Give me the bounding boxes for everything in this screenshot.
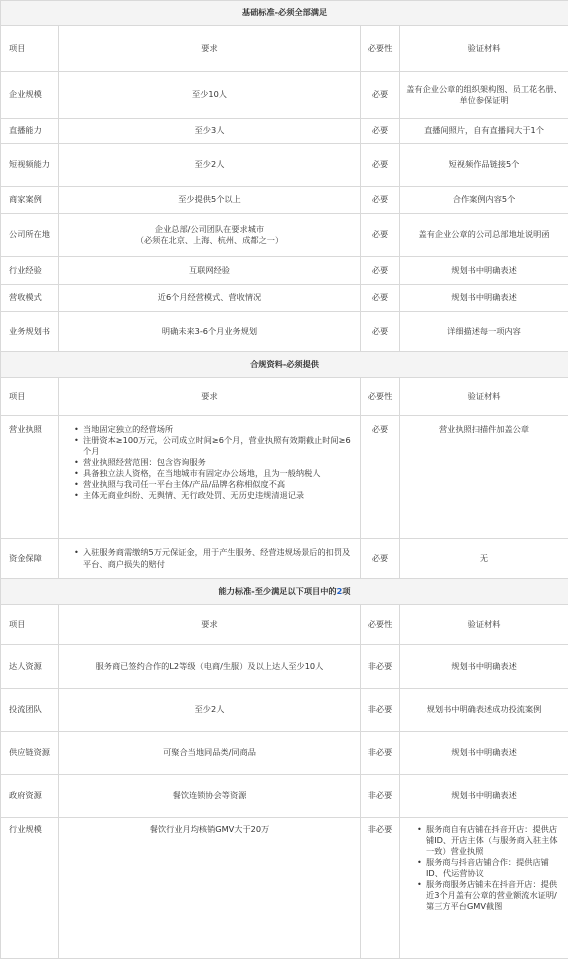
- row-item: 行业规模: [1, 818, 59, 959]
- row-material: 详细描述每一项内容: [400, 312, 568, 352]
- section-title-pre: 能力标准-至少满足以下项目中的: [218, 585, 337, 596]
- row-item: 资金保障: [1, 539, 59, 579]
- table-row: [1, 539, 568, 579]
- row-requirement: 至少3人: [59, 119, 361, 144]
- row-material: 规划书中明确表述: [400, 285, 568, 312]
- row-requirement: 餐饮连锁协会等资源: [59, 775, 361, 818]
- table-row: [1, 689, 568, 732]
- row-necessity: 必要: [361, 72, 400, 119]
- table-row: [1, 285, 568, 312]
- row-material: 盖有企业公章的公司总部地址说明函: [400, 214, 568, 257]
- row-necessity: 非必要: [361, 645, 400, 689]
- header-material: 验证材料: [400, 26, 568, 72]
- row-requirement: 服务商已签约合作的L2等级（电商/生服）及以上达人至少10人: [59, 645, 361, 689]
- row-material-list: [400, 818, 568, 959]
- row-material: 营业执照扫描件加盖公章: [400, 416, 568, 539]
- list-item: • 营业执照与我司任一平台主体/产品/品牌名称相似度不高: [83, 479, 356, 490]
- header-requirement: 要求: [59, 26, 361, 72]
- row-necessity: 非必要: [361, 689, 400, 732]
- row-necessity: 必要: [361, 214, 400, 257]
- row-material: 规划书中明确表述: [400, 775, 568, 818]
- row-item: 公司所在地: [1, 214, 59, 257]
- row-requirement: 互联网经验: [59, 257, 361, 285]
- section-title-basic: 基础标准-必须全部满足: [1, 1, 568, 26]
- row-item: 达人资源: [1, 645, 59, 689]
- row-material: 规划书中明确表述: [400, 257, 568, 285]
- row-item: 直播能力: [1, 119, 59, 144]
- list-item: • 主体无商业纠纷、无舆情、无行政处罚、无历史违规清退记录: [83, 490, 356, 501]
- row-requirement: 至少2人: [59, 144, 361, 187]
- header-item: 项目: [1, 605, 59, 645]
- row-item: 政府资源: [1, 775, 59, 818]
- row-necessity: 必要: [361, 144, 400, 187]
- section-title-capability: [1, 579, 568, 605]
- row-requirement-list: [59, 539, 361, 579]
- table-row: [1, 312, 568, 352]
- section-title-post: 项: [342, 585, 351, 596]
- row-requirement: 餐饮行业月均核销GMV大于20万: [59, 818, 361, 959]
- row-item: 短视频能力: [1, 144, 59, 187]
- row-material: 直播间照片，自有直播间大于1个: [400, 119, 568, 144]
- section-title-compliance: 合规资料-必须提供: [1, 352, 568, 378]
- row-requirement: 明确未来3-6个月业务规划: [59, 312, 361, 352]
- row-material: 规划书中明确表述成功投流案例: [400, 689, 568, 732]
- row-requirement-list: [59, 416, 361, 539]
- row-requirement: 至少2人: [59, 689, 361, 732]
- row-item: 营收模式: [1, 285, 59, 312]
- row-requirement: 近6个月经营模式、营收情况: [59, 285, 361, 312]
- header-necessity: 必要性: [361, 26, 400, 72]
- list-item: • 入驻服务商需缴纳5万元保证金，用于产生服务、经营违规场景后的扣罚及平台、商户损失的赔付: [83, 547, 356, 569]
- list-item: • 服务商与抖音店铺合作：提供店铺ID、代运营协议: [426, 857, 564, 879]
- header-necessity: 必要性: [361, 378, 400, 416]
- table-row: [1, 119, 568, 144]
- row-item: 企业规模: [1, 72, 59, 119]
- table-row: [1, 144, 568, 187]
- table-row: [1, 187, 568, 214]
- list-item: • 具备独立法人资格，在当地城市有固定办公场地，且为一般纳税人: [83, 468, 356, 479]
- row-necessity: 必要: [361, 257, 400, 285]
- header-necessity: 必要性: [361, 605, 400, 645]
- row-material: 无: [400, 539, 568, 579]
- table-header-row: [1, 26, 568, 72]
- row-necessity: 必要: [361, 285, 400, 312]
- row-requirement: 企业总部/公司团队在要求城市 （必须在北京、上海、杭州、成都之一）: [59, 214, 361, 257]
- row-necessity: 必要: [361, 312, 400, 352]
- list-item: • 当地固定独立的经营场所: [83, 424, 356, 435]
- row-necessity: 非必要: [361, 775, 400, 818]
- table-row: [1, 818, 568, 959]
- table-row: [1, 214, 568, 257]
- list-item: • 注册资本≥100万元，公司成立时间≥6个月，营业执照有效期截止时间≥6个月: [83, 435, 356, 457]
- table-row: [1, 775, 568, 818]
- row-item: 营业执照: [1, 416, 59, 539]
- row-requirement: 可聚合当地同品类/同商品: [59, 732, 361, 775]
- row-material: 合作案例内容5个: [400, 187, 568, 214]
- header-requirement: 要求: [59, 605, 361, 645]
- header-item: 项目: [1, 26, 59, 72]
- table-header-row: [1, 378, 568, 416]
- row-necessity: 必要: [361, 539, 400, 579]
- table-header-row: [1, 605, 568, 645]
- list-item: • 营业执照经营范围：包含咨询服务: [83, 457, 356, 468]
- table-row: [1, 257, 568, 285]
- row-material: 规划书中明确表述: [400, 732, 568, 775]
- row-item: 行业经验: [1, 257, 59, 285]
- section-title-number: 2: [336, 585, 343, 596]
- row-necessity: 非必要: [361, 818, 400, 959]
- table-row: [1, 416, 568, 539]
- row-necessity: 必要: [361, 416, 400, 539]
- row-item: 商家案例: [1, 187, 59, 214]
- row-item: 供应链资源: [1, 732, 59, 775]
- row-material: 盖有企业公章的组织架构图、员工花名册、单位参保证明: [400, 72, 568, 119]
- row-requirement: 至少提供5个以上: [59, 187, 361, 214]
- row-necessity: 非必要: [361, 732, 400, 775]
- row-material: 短视频作品链接5个: [400, 144, 568, 187]
- table-row: [1, 72, 568, 119]
- row-requirement: 至少10人: [59, 72, 361, 119]
- row-item: 投流团队: [1, 689, 59, 732]
- header-requirement: 要求: [59, 378, 361, 416]
- list-item: • 服务商服务店铺未在抖音开店：提供近3个月盖有公章的营业额流水证明/第三方平台GMV截图: [426, 879, 564, 912]
- header-material: 验证材料: [400, 605, 568, 645]
- list-item: • 服务商自有店铺在抖音开店：提供店铺ID、开店主体（与服务商入驻主体一致）营业执照: [426, 824, 564, 857]
- table-row: [1, 732, 568, 775]
- header-material: 验证材料: [400, 378, 568, 416]
- row-necessity: 必要: [361, 119, 400, 144]
- row-item: 业务规划书: [1, 312, 59, 352]
- row-material: 规划书中明确表述: [400, 645, 568, 689]
- header-item: 项目: [1, 378, 59, 416]
- row-necessity: 必要: [361, 187, 400, 214]
- table-row: [1, 645, 568, 689]
